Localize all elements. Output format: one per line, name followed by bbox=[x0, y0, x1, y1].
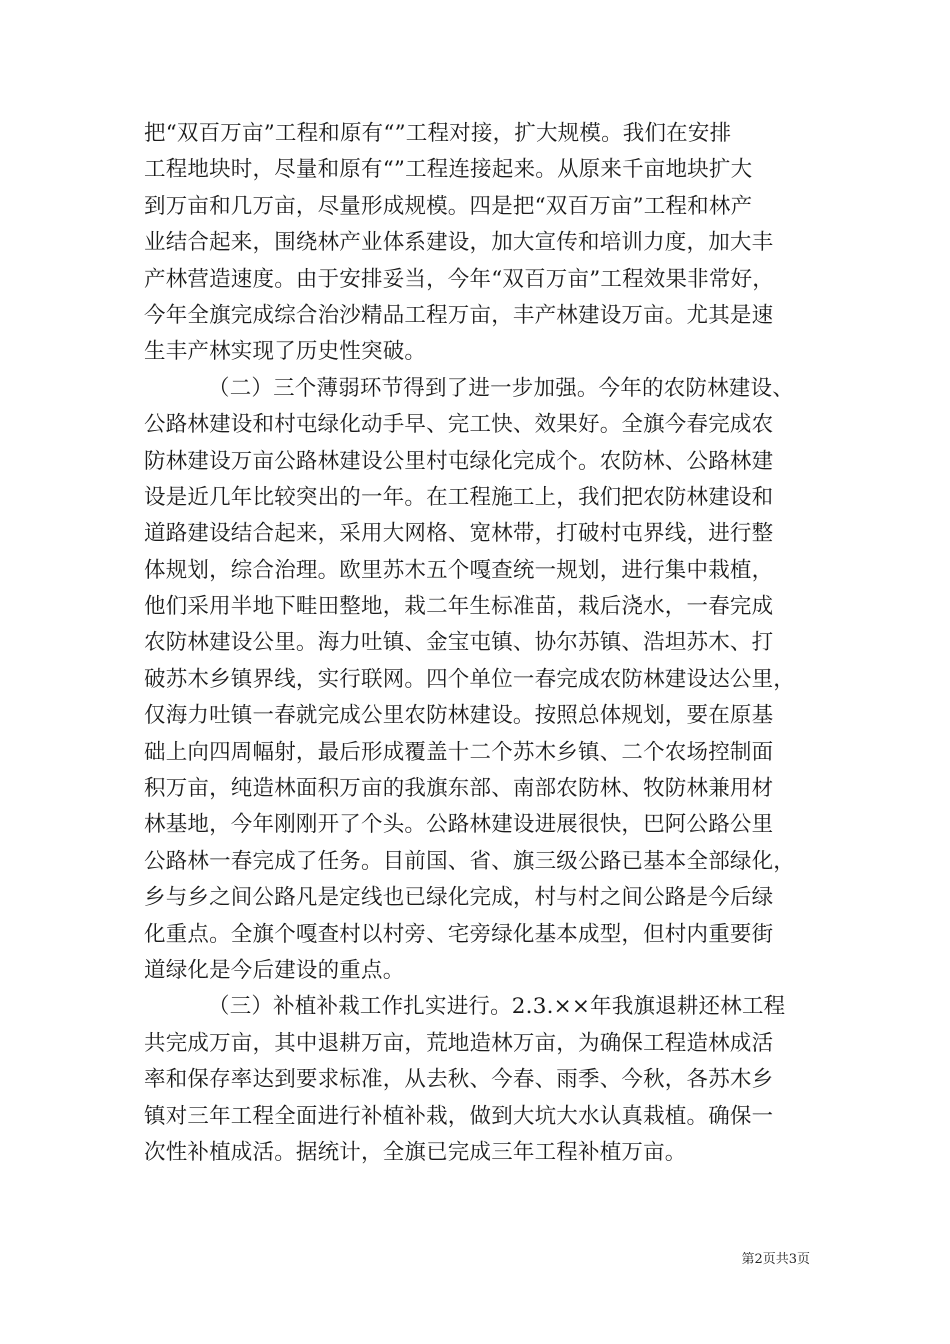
text-line: 今年全旗完成综合治沙精品工程万亩，丰产林建设万亩。尤其是速 bbox=[144, 302, 774, 328]
text-line: 产林营造速度。由于安排妥当，今年“双百万亩”工程效果非常好， bbox=[144, 266, 774, 292]
text-line: 积万亩，纯造林面积万亩的我旗东部、南部农防林、牧防林兼用材 bbox=[144, 776, 774, 802]
text-line: 础上向四周幅射，最后形成覆盖十二个苏木乡镇、二个农场控制面 bbox=[144, 739, 774, 765]
text-line: 道绿化是今后建设的重点。 bbox=[144, 957, 405, 983]
page-number: 第2页共3页 bbox=[741, 1252, 810, 1267]
text-line: 农防林建设公里。海力吐镇、金宝屯镇、协尔苏镇、浩坦苏木、打 bbox=[144, 630, 774, 656]
text-line: 体规划，综合治理。欧里苏木五个嘎查统一规划，进行集中栽植， bbox=[144, 557, 774, 583]
text-line: 公路林建设和村屯绿化动手早、完工快、效果好。全旗今春完成农 bbox=[144, 412, 774, 438]
paragraph-1 bbox=[144, 116, 824, 371]
text-line: 仅海力吐镇一春就完成公里农防林建设。按照总体规划，要在原基 bbox=[144, 703, 774, 729]
text-line: 镇对三年工程全面进行补植补栽，做到大坑大水认真栽植。确保一 bbox=[144, 1103, 774, 1129]
text-line: 共完成万亩，其中退耕万亩，荒地造林万亩，为确保工程造林成活 bbox=[144, 1030, 774, 1056]
text-line: 工程地块时，尽量和原有“”工程连接起来。从原来千亩地块扩大 bbox=[144, 157, 753, 183]
text-line: 生丰产林实现了历史性突破。 bbox=[144, 339, 427, 365]
body-text bbox=[144, 116, 824, 1171]
text-line: 业结合起来，围绕林产业体系建设，加大宣传和培训力度，加大丰 bbox=[144, 230, 774, 256]
text-line: 林基地，今年刚刚开了个头。公路林建设进展很快，巴阿公路公里 bbox=[144, 812, 774, 838]
text-line: 公路林一春完成了任务。目前国、省、旗三级公路已基本全部绿化， bbox=[144, 848, 796, 874]
text-line: 化重点。全旗个嘎查村以村旁、宅旁绿化基本成型，但村内重要街 bbox=[144, 921, 774, 947]
text-line: 防林建设万亩公路林建设公里村屯绿化完成个。农防林、公路林建 bbox=[144, 448, 774, 474]
text-line: 次性补植成活。据统计，全旗已完成三年工程补植万亩。 bbox=[144, 1139, 687, 1165]
text-line: 乡与乡之间公路凡是定线也已绿化完成，村与村之间公路是今后绿 bbox=[144, 885, 774, 911]
paragraph-3 bbox=[144, 989, 824, 1171]
text-line: 把“双百万亩”工程和原有“”工程对接，扩大规模。我们在安排 bbox=[144, 121, 732, 146]
text-line: （二）三个薄弱环节得到了进一步加强。今年的农防林建设、 bbox=[208, 375, 794, 401]
text-line: （三）补植补栽工作扎实进行。2.3.××年我旗退耕还林工程 bbox=[208, 994, 786, 1020]
text-line: 道路建设结合起来，采用大网格、宽林带，打破村屯界线，进行整 bbox=[144, 521, 774, 547]
text-line: 到万亩和几万亩，尽量形成规模。四是把“双百万亩”工程和林产 bbox=[144, 193, 753, 219]
text-line: 设是近几年比较突出的一年。在工程施工上，我们把农防林建设和 bbox=[144, 484, 774, 510]
text-line: 率和保存率达到要求标准，从去秋、今春、雨季、今秋，各苏木乡 bbox=[144, 1067, 774, 1093]
text-line: 破苏木乡镇界线，实行联网。四个单位一春完成农防林建设达公里， bbox=[144, 666, 796, 692]
paragraph-2 bbox=[144, 371, 824, 990]
text-line: 他们采用半地下畦田整地，栽二年生标准苗，栽后浇水，一春完成 bbox=[144, 594, 774, 620]
